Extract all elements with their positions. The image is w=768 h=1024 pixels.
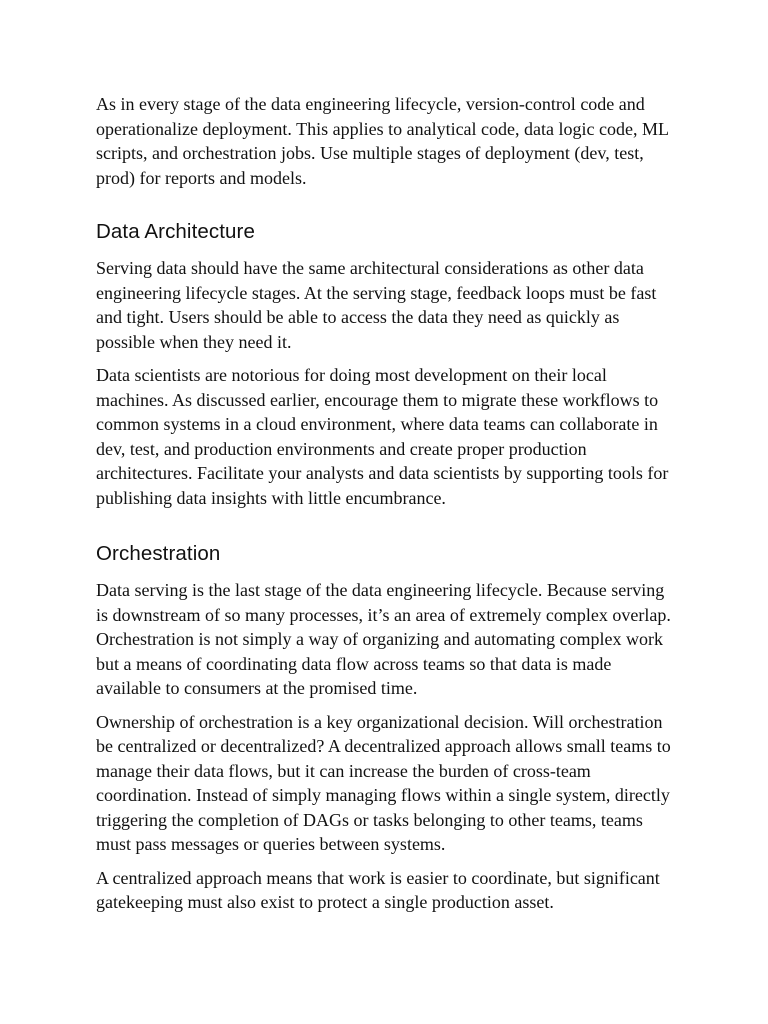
orchestration-paragraph-2: Ownership of orchestration is a key organizational decision. Will orchestration be centralized or decentralized? A decentralized approach allows small teams to manage their data flows, but it can increase the burden of cross-team coordination. Instead of simply managing flows within a single system, directly triggering the completion of DAGs or tasks belonging to other teams, teams must pass messages or queries between systems. <box>96 711 671 854</box>
orchestration-paragraph-1: Data serving is the last stage of the data engineering lifecycle. Because serving is downstream of so many processes, it’s an area of extremely complex overlap. Orchestration is not simply a way of organizing and automating complex work but a means of coordinating data flow across teams so that data is made available to consumers at the promised time. <box>96 580 671 698</box>
document-page <box>96 92 676 915</box>
intro-paragraph: As in every stage of the data engineering lifecycle, version-control code and operationalize deployment. This applies to analytical code, data logic code, ML scripts, and orchestration jobs. Use multiple stages of deployment (dev, test, prod) for reports and models. <box>96 94 669 188</box>
section-heading-orchestration: Orchestration <box>96 542 221 565</box>
orchestration-paragraph-3: A centralized approach means that work is easier to coordinate, but significant gatekeeping must also exist to protect a single production asset. <box>96 867 660 912</box>
section-heading-data-architecture: Data Architecture <box>96 220 255 243</box>
data-architecture-paragraph-2: Data scientists are notorious for doing most development on their local machines. As discussed earlier, encourage them to migrate these workflows to common systems in a cloud environment, where data teams can collaborate in dev, test, and production environments and create proper production architectures. Facilitate your analysts and data scientists by supporting tools for publishing data insights with little encumbrance. <box>96 365 669 508</box>
data-architecture-paragraph-1: Serving data should have the same architectural considerations as other data engineering lifecycle stages. At the serving stage, feedback loops must be fast and tight. Users should be able to access the data they need as quickly as possible when they need it. <box>96 258 657 352</box>
